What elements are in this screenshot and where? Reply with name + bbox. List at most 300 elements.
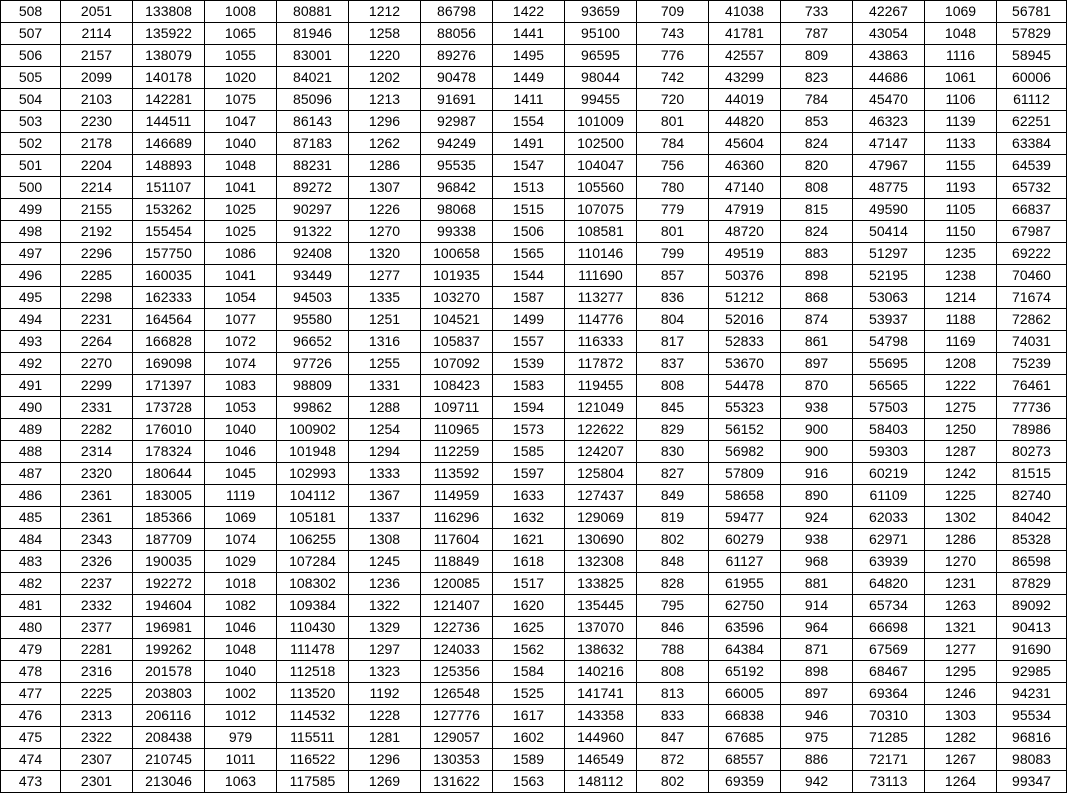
table-cell: 897 xyxy=(781,353,853,375)
table-cell: 103270 xyxy=(421,287,493,309)
table-cell: 1074 xyxy=(205,353,277,375)
table-cell: 119455 xyxy=(565,375,637,397)
table-cell: 108423 xyxy=(421,375,493,397)
table-cell: 1251 xyxy=(349,309,421,331)
table-row xyxy=(1,507,1067,529)
table-cell: 104112 xyxy=(277,485,349,507)
table-cell: 96816 xyxy=(997,727,1067,749)
table-cell: 1269 xyxy=(349,771,421,793)
table-cell: 1213 xyxy=(349,89,421,111)
table-cell: 164564 xyxy=(133,309,205,331)
table-cell: 100902 xyxy=(277,419,349,441)
table-cell: 65192 xyxy=(709,661,781,683)
table-cell: 503 xyxy=(1,111,61,133)
table-cell: 42267 xyxy=(853,1,925,23)
table-cell: 490 xyxy=(1,397,61,419)
table-cell: 44019 xyxy=(709,89,781,111)
table-cell: 1282 xyxy=(925,727,997,749)
table-cell: 108581 xyxy=(565,221,637,243)
table-cell: 69364 xyxy=(853,683,925,705)
table-cell: 964 xyxy=(781,617,853,639)
table-cell: 886 xyxy=(781,749,853,771)
table-cell: 127437 xyxy=(565,485,637,507)
table-cell: 802 xyxy=(637,529,709,551)
table-cell: 897 xyxy=(781,683,853,705)
table-cell: 1069 xyxy=(925,1,997,23)
table-cell: 1155 xyxy=(925,155,997,177)
table-cell: 1231 xyxy=(925,573,997,595)
table-cell: 756 xyxy=(637,155,709,177)
table-cell: 51297 xyxy=(853,243,925,265)
table-cell: 491 xyxy=(1,375,61,397)
table-row xyxy=(1,111,1067,133)
table-cell: 76461 xyxy=(997,375,1067,397)
table-cell: 109384 xyxy=(277,595,349,617)
table-cell: 203803 xyxy=(133,683,205,705)
table-cell: 2313 xyxy=(61,705,133,727)
table-cell: 95100 xyxy=(565,23,637,45)
table-cell: 127776 xyxy=(421,705,493,727)
table-cell: 69222 xyxy=(997,243,1067,265)
table-cell: 107075 xyxy=(565,199,637,221)
table-cell: 2214 xyxy=(61,177,133,199)
table-cell: 1557 xyxy=(493,331,565,353)
table-cell: 53937 xyxy=(853,309,925,331)
table-cell: 45470 xyxy=(853,89,925,111)
table-cell: 474 xyxy=(1,749,61,771)
table-cell: 1277 xyxy=(349,265,421,287)
table-cell: 60006 xyxy=(997,67,1067,89)
table-cell: 1169 xyxy=(925,331,997,353)
table-cell: 1254 xyxy=(349,419,421,441)
table-cell: 872 xyxy=(637,749,709,771)
table-cell: 1048 xyxy=(205,639,277,661)
table-cell: 1544 xyxy=(493,265,565,287)
table-cell: 46323 xyxy=(853,111,925,133)
table-cell: 148112 xyxy=(565,771,637,793)
table-cell: 135445 xyxy=(565,595,637,617)
table-cell: 808 xyxy=(637,375,709,397)
table-cell: 87829 xyxy=(997,573,1067,595)
table-cell: 71285 xyxy=(853,727,925,749)
table-cell: 94503 xyxy=(277,287,349,309)
table-cell: 478 xyxy=(1,661,61,683)
table-cell: 88056 xyxy=(421,23,493,45)
table-cell: 1499 xyxy=(493,309,565,331)
table-cell: 784 xyxy=(781,89,853,111)
table-cell: 59303 xyxy=(853,441,925,463)
table-cell: 98809 xyxy=(277,375,349,397)
table-cell: 171397 xyxy=(133,375,205,397)
table-row xyxy=(1,177,1067,199)
table-cell: 1045 xyxy=(205,463,277,485)
table-row xyxy=(1,155,1067,177)
table-cell: 63596 xyxy=(709,617,781,639)
table-cell: 857 xyxy=(637,265,709,287)
table-cell: 508 xyxy=(1,1,61,23)
table-row xyxy=(1,265,1067,287)
table-cell: 1119 xyxy=(205,485,277,507)
table-cell: 130353 xyxy=(421,749,493,771)
table-cell: 114776 xyxy=(565,309,637,331)
table-cell: 106255 xyxy=(277,529,349,551)
table-cell: 52016 xyxy=(709,309,781,331)
table-cell: 1329 xyxy=(349,617,421,639)
table-cell: 1255 xyxy=(349,353,421,375)
table-cell: 1547 xyxy=(493,155,565,177)
table-cell: 1286 xyxy=(349,155,421,177)
table-cell: 2114 xyxy=(61,23,133,45)
table-cell: 84042 xyxy=(997,507,1067,529)
table-cell: 144511 xyxy=(133,111,205,133)
table-cell: 848 xyxy=(637,551,709,573)
table-cell: 1270 xyxy=(349,221,421,243)
table-cell: 61127 xyxy=(709,551,781,573)
table-cell: 105560 xyxy=(565,177,637,199)
table-cell: 1246 xyxy=(925,683,997,705)
table-cell: 90478 xyxy=(421,67,493,89)
table-cell: 121049 xyxy=(565,397,637,419)
table-cell: 824 xyxy=(781,133,853,155)
table-cell: 795 xyxy=(637,595,709,617)
table-cell: 47140 xyxy=(709,177,781,199)
table-cell: 98068 xyxy=(421,199,493,221)
table-cell: 1331 xyxy=(349,375,421,397)
table-cell: 80273 xyxy=(997,441,1067,463)
table-cell: 73113 xyxy=(853,771,925,793)
table-cell: 1323 xyxy=(349,661,421,683)
table-cell: 497 xyxy=(1,243,61,265)
table-cell: 96842 xyxy=(421,177,493,199)
table-cell: 87183 xyxy=(277,133,349,155)
table-cell: 2192 xyxy=(61,221,133,243)
table-cell: 114532 xyxy=(277,705,349,727)
table-cell: 100658 xyxy=(421,243,493,265)
table-cell: 144960 xyxy=(565,727,637,749)
table-cell: 72171 xyxy=(853,749,925,771)
table-cell: 51212 xyxy=(709,287,781,309)
table-cell: 2051 xyxy=(61,1,133,23)
table-cell: 1335 xyxy=(349,287,421,309)
table-row xyxy=(1,45,1067,67)
table-cell: 110146 xyxy=(565,243,637,265)
table-cell: 2322 xyxy=(61,727,133,749)
table-cell: 94249 xyxy=(421,133,493,155)
table-cell: 780 xyxy=(637,177,709,199)
table-cell: 500 xyxy=(1,177,61,199)
table-cell: 1565 xyxy=(493,243,565,265)
table-cell: 801 xyxy=(637,221,709,243)
table-cell: 153262 xyxy=(133,199,205,221)
table-cell: 1046 xyxy=(205,441,277,463)
table-cell: 49590 xyxy=(853,199,925,221)
table-cell: 91690 xyxy=(997,639,1067,661)
table-cell: 1041 xyxy=(205,177,277,199)
table-row xyxy=(1,133,1067,155)
table-cell: 59477 xyxy=(709,507,781,529)
table-cell: 89272 xyxy=(277,177,349,199)
table-cell: 190035 xyxy=(133,551,205,573)
table-cell: 95580 xyxy=(277,309,349,331)
table-cell: 162333 xyxy=(133,287,205,309)
table-cell: 120085 xyxy=(421,573,493,595)
table-cell: 481 xyxy=(1,595,61,617)
table-cell: 43863 xyxy=(853,45,925,67)
table-row xyxy=(1,529,1067,551)
table-cell: 483 xyxy=(1,551,61,573)
table-row xyxy=(1,397,1067,419)
table-cell: 494 xyxy=(1,309,61,331)
table-cell: 126548 xyxy=(421,683,493,705)
table-cell: 82740 xyxy=(997,485,1067,507)
table-cell: 2264 xyxy=(61,331,133,353)
table-cell: 91322 xyxy=(277,221,349,243)
table-cell: 1047 xyxy=(205,111,277,133)
table-cell: 65732 xyxy=(997,177,1067,199)
table-cell: 827 xyxy=(637,463,709,485)
table-cell: 837 xyxy=(637,353,709,375)
table-cell: 506 xyxy=(1,45,61,67)
table-cell: 2298 xyxy=(61,287,133,309)
table-cell: 1295 xyxy=(925,661,997,683)
table-cell: 742 xyxy=(637,67,709,89)
table-cell: 1222 xyxy=(925,375,997,397)
table-cell: 112518 xyxy=(277,661,349,683)
table-cell: 125356 xyxy=(421,661,493,683)
table-cell: 847 xyxy=(637,727,709,749)
table-cell: 57829 xyxy=(997,23,1067,45)
table-cell: 1573 xyxy=(493,419,565,441)
table-cell: 1242 xyxy=(925,463,997,485)
table-cell: 113520 xyxy=(277,683,349,705)
table-cell: 1263 xyxy=(925,595,997,617)
table-cell: 101948 xyxy=(277,441,349,463)
table-row xyxy=(1,727,1067,749)
table-cell: 90413 xyxy=(997,617,1067,639)
table-cell: 505 xyxy=(1,67,61,89)
table-cell: 787 xyxy=(781,23,853,45)
table-cell: 116522 xyxy=(277,749,349,771)
table-cell: 192272 xyxy=(133,573,205,595)
table-cell: 486 xyxy=(1,485,61,507)
table-cell: 135922 xyxy=(133,23,205,45)
table-cell: 1320 xyxy=(349,243,421,265)
table-cell: 81515 xyxy=(997,463,1067,485)
table-cell: 187709 xyxy=(133,529,205,551)
table-cell: 60279 xyxy=(709,529,781,551)
table-cell: 2326 xyxy=(61,551,133,573)
table-cell: 489 xyxy=(1,419,61,441)
table-cell: 41038 xyxy=(709,1,781,23)
table-cell: 1235 xyxy=(925,243,997,265)
table-cell: 1061 xyxy=(925,67,997,89)
table-cell: 1563 xyxy=(493,771,565,793)
table-cell: 1208 xyxy=(925,353,997,375)
table-cell: 148893 xyxy=(133,155,205,177)
table-row xyxy=(1,89,1067,111)
table-cell: 733 xyxy=(781,1,853,23)
table-cell: 485 xyxy=(1,507,61,529)
table-cell: 80881 xyxy=(277,1,349,23)
table-cell: 2178 xyxy=(61,133,133,155)
table-cell: 830 xyxy=(637,441,709,463)
table-cell: 1072 xyxy=(205,331,277,353)
table-cell: 883 xyxy=(781,243,853,265)
table-cell: 130690 xyxy=(565,529,637,551)
table-cell: 1082 xyxy=(205,595,277,617)
table-cell: 101935 xyxy=(421,265,493,287)
table-row xyxy=(1,287,1067,309)
table-cell: 86798 xyxy=(421,1,493,23)
table-cell: 480 xyxy=(1,617,61,639)
table-cell: 96652 xyxy=(277,331,349,353)
table-cell: 476 xyxy=(1,705,61,727)
table-cell: 1321 xyxy=(925,617,997,639)
table-cell: 65734 xyxy=(853,595,925,617)
table-cell: 808 xyxy=(781,177,853,199)
table-cell: 1515 xyxy=(493,199,565,221)
table-cell: 61109 xyxy=(853,485,925,507)
table-cell: 151107 xyxy=(133,177,205,199)
table-cell: 1554 xyxy=(493,111,565,133)
table-cell: 1585 xyxy=(493,441,565,463)
table-cell: 1632 xyxy=(493,507,565,529)
table-cell: 1048 xyxy=(205,155,277,177)
table-cell: 2282 xyxy=(61,419,133,441)
table-cell: 492 xyxy=(1,353,61,375)
table-cell: 47919 xyxy=(709,199,781,221)
table-cell: 1083 xyxy=(205,375,277,397)
table-cell: 815 xyxy=(781,199,853,221)
table-cell: 473 xyxy=(1,771,61,793)
table-cell: 68557 xyxy=(709,749,781,771)
table-cell: 784 xyxy=(637,133,709,155)
table-cell: 54478 xyxy=(709,375,781,397)
table-cell: 97726 xyxy=(277,353,349,375)
table-cell: 93449 xyxy=(277,265,349,287)
table-cell: 96595 xyxy=(565,45,637,67)
table-cell: 1589 xyxy=(493,749,565,771)
table-cell: 1517 xyxy=(493,573,565,595)
table-cell: 1245 xyxy=(349,551,421,573)
table-cell: 504 xyxy=(1,89,61,111)
table-cell: 62251 xyxy=(997,111,1067,133)
table-cell: 1307 xyxy=(349,177,421,199)
table-cell: 122622 xyxy=(565,419,637,441)
table-cell: 44686 xyxy=(853,67,925,89)
table-cell: 208438 xyxy=(133,727,205,749)
table-cell: 1302 xyxy=(925,507,997,529)
table-row xyxy=(1,1,1067,23)
table-cell: 55323 xyxy=(709,397,781,419)
table-cell: 142281 xyxy=(133,89,205,111)
table-cell: 1258 xyxy=(349,23,421,45)
table-cell: 1513 xyxy=(493,177,565,199)
table-cell: 743 xyxy=(637,23,709,45)
table-cell: 924 xyxy=(781,507,853,529)
table-cell: 868 xyxy=(781,287,853,309)
table-cell: 2332 xyxy=(61,595,133,617)
table-cell: 70460 xyxy=(997,265,1067,287)
table-cell: 2230 xyxy=(61,111,133,133)
table-cell: 1491 xyxy=(493,133,565,155)
table-cell: 2377 xyxy=(61,617,133,639)
table-cell: 129069 xyxy=(565,507,637,529)
table-cell: 1077 xyxy=(205,309,277,331)
table-cell: 1139 xyxy=(925,111,997,133)
table-cell: 48720 xyxy=(709,221,781,243)
table-cell: 48775 xyxy=(853,177,925,199)
table-cell: 1495 xyxy=(493,45,565,67)
table-cell: 99862 xyxy=(277,397,349,419)
table-cell: 185366 xyxy=(133,507,205,529)
table-cell: 900 xyxy=(781,441,853,463)
table-cell: 1525 xyxy=(493,683,565,705)
table-cell: 194604 xyxy=(133,595,205,617)
table-cell: 1584 xyxy=(493,661,565,683)
table-row xyxy=(1,353,1067,375)
table-cell: 1238 xyxy=(925,265,997,287)
table-cell: 102993 xyxy=(277,463,349,485)
table-cell: 1116 xyxy=(925,45,997,67)
table-cell: 129057 xyxy=(421,727,493,749)
table-cell: 2320 xyxy=(61,463,133,485)
table-cell: 116333 xyxy=(565,331,637,353)
table-cell: 143358 xyxy=(565,705,637,727)
table-cell: 1228 xyxy=(349,705,421,727)
table-cell: 836 xyxy=(637,287,709,309)
table-cell: 817 xyxy=(637,331,709,353)
table-cell: 2361 xyxy=(61,485,133,507)
table-cell: 975 xyxy=(781,727,853,749)
table-cell: 45604 xyxy=(709,133,781,155)
table-cell: 53670 xyxy=(709,353,781,375)
table-cell: 1367 xyxy=(349,485,421,507)
table-cell: 74031 xyxy=(997,331,1067,353)
table-row xyxy=(1,573,1067,595)
table-row xyxy=(1,683,1067,705)
table-cell: 802 xyxy=(637,771,709,793)
table-cell: 58945 xyxy=(997,45,1067,67)
table-cell: 111690 xyxy=(565,265,637,287)
table-cell: 89092 xyxy=(997,595,1067,617)
table-cell: 118849 xyxy=(421,551,493,573)
table-cell: 49519 xyxy=(709,243,781,265)
table-cell: 501 xyxy=(1,155,61,177)
table-cell: 113592 xyxy=(421,463,493,485)
table-cell: 779 xyxy=(637,199,709,221)
table-cell: 67987 xyxy=(997,221,1067,243)
table-cell: 60219 xyxy=(853,463,925,485)
table-cell: 64539 xyxy=(997,155,1067,177)
table-cell: 1625 xyxy=(493,617,565,639)
table-cell: 502 xyxy=(1,133,61,155)
table-cell: 146689 xyxy=(133,133,205,155)
table-cell: 110430 xyxy=(277,617,349,639)
table-cell: 819 xyxy=(637,507,709,529)
table-cell: 1040 xyxy=(205,133,277,155)
table-cell: 1086 xyxy=(205,243,277,265)
table-cell: 1620 xyxy=(493,595,565,617)
table-cell: 67685 xyxy=(709,727,781,749)
table-cell: 1029 xyxy=(205,551,277,573)
table-cell: 2103 xyxy=(61,89,133,111)
table-cell: 1441 xyxy=(493,23,565,45)
table-cell: 110965 xyxy=(421,419,493,441)
table-cell: 93659 xyxy=(565,1,637,23)
table-cell: 1449 xyxy=(493,67,565,89)
table-cell: 870 xyxy=(781,375,853,397)
